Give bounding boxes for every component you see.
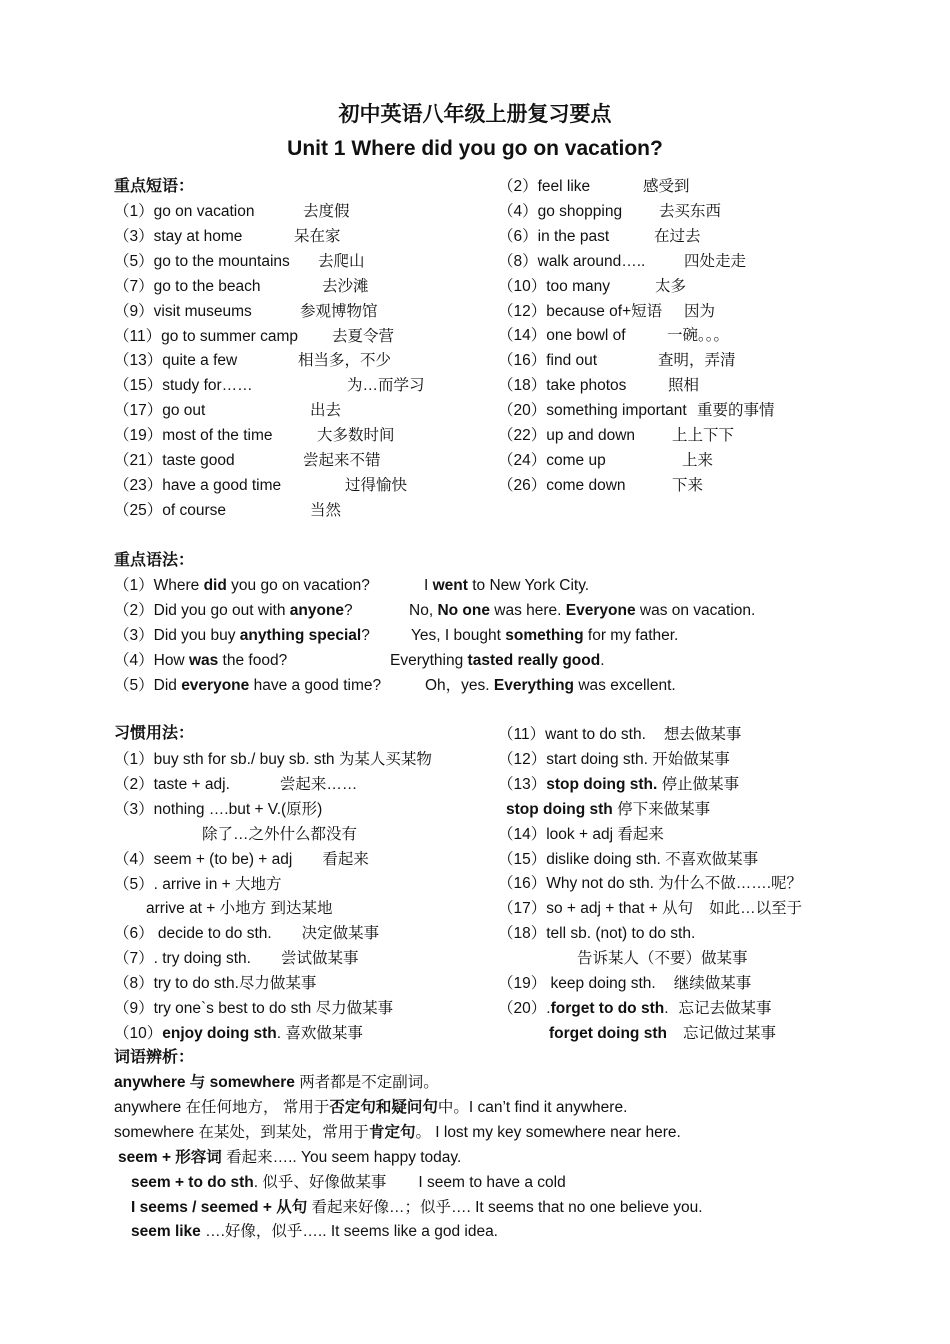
usage-text: （7）. try doing sth. [114,950,251,968]
left-phrase-cn: 大多数时间 [317,427,395,445]
left-phrase-en: （7）go to the beach [114,277,261,295]
document-title-cn: 初中英语八年级上册复习要点 [338,102,612,126]
right-phrase-en: （22）up and down [498,427,636,444]
distinction-text: anywhere 在任何地方， 常用于 [114,1098,330,1116]
left-phrase-en: （3）stay at home [114,227,243,245]
usage-right-item [498,850,758,870]
usage-text: （18）tell sb. (not) to do sth. [498,925,696,943]
usage-left-item [114,1024,363,1044]
left-phrase-cn: 去度假 [303,203,350,220]
left-phrase-en: （13）quite a few [114,352,238,370]
usage-left-item [114,999,393,1019]
grammar-text: anyone [289,601,345,619]
usage-text: 决定做某事 [301,925,380,943]
distinction-text: 看起来好像…；似乎…. It seems that no one believe you. [307,1198,703,1216]
right-phrase-cn: 感受到 [643,178,690,195]
usage-left-item [114,775,357,795]
usage-left-item [114,924,379,944]
distinction-text: I seem to have a cold [418,1173,566,1191]
right-phrase-cn: 因为 [684,302,716,320]
usage-text: 告诉某人（不要）做某事 [577,950,748,968]
grammar-text: . [600,651,605,669]
right-phrase-en: （24）come up [498,451,606,469]
usage-right-item [498,974,751,994]
grammar-question [114,626,370,646]
distinction-text: seem + 形容词 [118,1148,222,1166]
usage-text: enjoy doing sth [162,1024,277,1042]
usage-right-item [498,775,739,795]
usage-text: . 喜欢做某事 [276,1024,363,1042]
usage-right-item [498,874,802,894]
distinction-text: 中。I can’t find it anywhere. [437,1098,628,1116]
right-phrase-cn: 查明，弄清 [658,352,736,370]
grammar-text: have a good time? [249,676,382,694]
distinction-text: seem like [131,1223,201,1241]
left-phrase-cn: 为…而学习 [347,377,425,395]
right-phrase-cn: 照相 [668,377,700,395]
usage-text: 忘记去做某事 [678,999,772,1017]
usage-left-item [114,875,282,895]
usage-text: forget to do sth [550,999,665,1017]
distinction-text: seem + to do sth [131,1173,254,1191]
distinction-line [114,1098,627,1118]
usage-text: . [664,999,669,1017]
distinction-text: 两者都是不定副词。 [294,1074,439,1091]
grammar-text: something [505,626,584,644]
usage-right-item [498,899,802,919]
usage-right-item [498,999,772,1019]
right-phrase-en: （18）take photos [498,377,627,395]
grammar-text: went [432,577,468,594]
usage-text: （6） decide to do sth. [114,925,272,943]
usage-text: stop doing sth [506,800,613,818]
usage-right-item [577,949,748,969]
grammar-text: did [203,577,227,594]
distinction-text: 否定句和疑问句 [329,1098,438,1116]
grammar-text: anything special [239,626,362,644]
grammar-text: Yes, I bought [411,626,506,644]
grammar-text: was on vacation. [635,601,756,619]
usage-text: （16）Why not do sth. 为什么不做…….呢？ [498,875,803,893]
grammar-text: No one [437,601,490,619]
distinction-line [131,1222,498,1242]
usage-left-item [114,949,359,969]
usage-text: 尝起来…… [279,775,358,793]
distinction-text: somewhere 在某处，到某处，常用于 [114,1123,369,1141]
grammar-text: Everyone [565,601,636,619]
grammar-answer [411,626,678,646]
usage-text: 尝试做某事 [280,950,359,968]
grammar-text: was excellent. [574,676,676,694]
phrases-heading: 重点短语： [114,178,195,195]
usage-heading: 习惯用法： [114,725,195,742]
right-phrase-en: （4）go shopping [498,202,623,220]
grammar-text: was here. [489,601,566,619]
usage-text: 如此…以至于 [709,900,803,918]
left-phrase-cn: 参观博物馆 [300,302,378,320]
grammar-text: you go on vacation? [226,577,370,594]
left-phrase-cn: 去爬山 [318,252,365,270]
left-phrase-en: （15）study for…… [114,377,253,395]
distinction-text: . 似乎、好像做某事 [253,1173,387,1191]
usage-text: （13） [498,775,547,793]
right-phrase-en: （2）feel like [498,178,591,195]
right-phrase-en: （20）something important [498,402,687,420]
usage-text: （8）try to do sth. [114,975,239,993]
distinction-text: 看起来….. You seem happy today. [221,1148,462,1166]
usage-text: （10） [114,1024,163,1042]
usage-text: （4）seem + (to be) + adj [114,850,293,868]
usage-left-item [114,800,322,820]
usage-text: （12）start doing sth. 开始做某事 [498,750,730,768]
right-phrase-en: （12）because of+短语 [498,302,663,320]
grammar-answer [390,651,605,671]
left-phrase-cn: 当然 [310,501,342,519]
left-phrase-en: （23）have a good time [114,476,282,494]
usage-text: stop doing sth. [546,775,658,793]
right-phrase-en: （8）walk around….. [498,252,646,270]
right-phrase-en: （10）too many [498,277,610,295]
distinction-text: 。 I lost my key somewhere near here. [415,1123,681,1141]
grammar-text: （2）Did you go out with [114,601,290,619]
usage-right-item [498,825,664,845]
usage-text: 继续做某事 [673,975,752,992]
grammar-text: tasted really good [467,651,601,669]
left-phrase-cn: 去沙滩 [322,277,369,295]
left-phrase-en: （11）go to summer camp [114,327,299,345]
usage-text: 停下来做某事 [612,800,711,818]
usage-text: （19） keep doing sth. [498,975,656,992]
right-phrase-cn: 去买东西 [659,202,722,220]
document-title-en: Unit 1 Where did you go on vacation? [287,137,663,160]
right-phrase-cn: 下来 [672,476,704,494]
left-phrase-cn: 出去 [310,402,342,420]
right-phrase-en: （26）come down [498,476,626,494]
grammar-text: （3）Did you buy [114,626,240,644]
left-phrase-en: （1）go on vacation [114,203,255,220]
grammar-text: everyone [181,676,250,694]
distinction-text: 肯定句 [368,1123,416,1141]
usage-text: （9）try one`s best to do sth 尽力做某事 [114,1000,394,1017]
usage-text: 看起来 [322,850,369,868]
distinction-text: ….好像，似乎….. It seems like a god idea. [200,1223,498,1241]
distinction-line [114,1073,439,1093]
usage-text: forget doing sth [549,1024,667,1042]
usage-left-item [114,974,316,994]
usage-right-item [498,924,695,944]
usage-text: arrive at + 小地方 到达某地 [146,900,333,918]
left-phrase-cn: 过得愉快 [345,476,408,494]
usage-text: （17）so + adj + that + 从句 [498,900,694,918]
grammar-question [114,576,370,596]
left-phrase-cn: 去夏令营 [332,327,395,345]
distinction-line [131,1173,566,1193]
grammar-text: I [424,577,433,594]
left-phrase-cn: 尝起来不错 [303,452,381,469]
usage-text: （3）nothing ….but + V.(原形) [114,800,323,818]
right-phrase-cn: 四处走走 [684,252,747,270]
left-phrase-en: （21）taste good [114,452,235,469]
grammar-text: ? [344,601,353,619]
usage-right-item [498,750,730,770]
usage-text: （1）buy sth for sb./ buy sb. sth 为某人买某物 [114,751,432,768]
left-phrase-en: （19）most of the time [114,427,273,445]
grammar-text: to New York City. [467,577,590,594]
distinction-heading: 词语辨析： [114,1049,195,1066]
usage-text: （14）look + adj 看起来 [498,825,664,843]
usage-text: （5）. arrive in + 大地方 [114,875,282,893]
grammar-heading: 重点语法： [114,552,195,569]
usage-text: （15）dislike doing sth. 不喜欢做某事 [498,850,759,868]
left-phrase-en: （5）go to the mountains [114,252,290,270]
grammar-text: was [188,651,219,669]
grammar-text: Everything [493,676,575,694]
left-phrase-en: （9）visit museums [114,302,252,320]
usage-text: 尽力做某事 [238,975,317,993]
grammar-text: for my father. [583,626,679,644]
grammar-text: Everything [390,651,468,669]
usage-left-item [114,850,369,870]
distinction-line [114,1123,681,1143]
grammar-text: （4）How [114,651,189,669]
distinction-line [131,1198,703,1218]
grammar-question [114,676,381,696]
usage-text: 想去做某事 [663,726,742,743]
usage-right-item [549,1024,776,1044]
right-phrase-en: （16）find out [498,352,598,370]
usage-text: 停止做某事 [657,775,740,793]
right-phrase-en: （6）in the past [498,227,610,245]
right-phrase-cn: 重要的事情 [697,402,775,420]
usage-right-item [506,800,710,820]
distinction-text: I seems / seemed + 从句 [131,1198,308,1216]
grammar-text: ? [361,626,370,644]
grammar-text: （5）Did [114,676,182,694]
usage-left-item [114,750,432,770]
left-phrase-cn: 相当多，不少 [298,352,392,370]
usage-text: （20）. [498,999,551,1017]
usage-text: 除了…之外什么都没有 [202,825,358,843]
usage-text: （11）want to do sth. [498,726,646,743]
distinction-line [118,1148,461,1168]
grammar-text: （1）Where [114,577,204,594]
right-phrase-cn: 太多 [655,277,687,295]
right-phrase-cn: 上来 [682,451,714,469]
left-phrase-en: （25）of course [114,501,226,519]
grammar-answer [425,676,676,696]
right-phrase-cn: 在过去 [654,227,701,245]
grammar-question [114,651,287,671]
usage-right-item [498,725,741,745]
grammar-answer [409,601,755,621]
left-phrase-en: （17）go out [114,402,206,420]
usage-left-item [202,825,357,845]
right-phrase-en: （14）one bowl of [498,327,626,345]
usage-text: （2）taste + adj. [114,775,230,793]
grammar-text: the food? [218,651,288,669]
right-phrase-cn: 一碗。。。 [667,327,730,345]
usage-text: 忘记做过某事 [682,1024,776,1042]
grammar-text: Oh，yes. [425,676,494,694]
distinction-text: anywhere 与 somewhere [114,1074,295,1091]
usage-left-item [146,899,332,919]
grammar-answer [424,576,589,596]
grammar-question [114,601,353,621]
grammar-text: No, [409,601,438,619]
left-phrase-cn: 呆在家 [294,227,341,245]
right-phrase-cn: 上上下下 [672,427,735,444]
